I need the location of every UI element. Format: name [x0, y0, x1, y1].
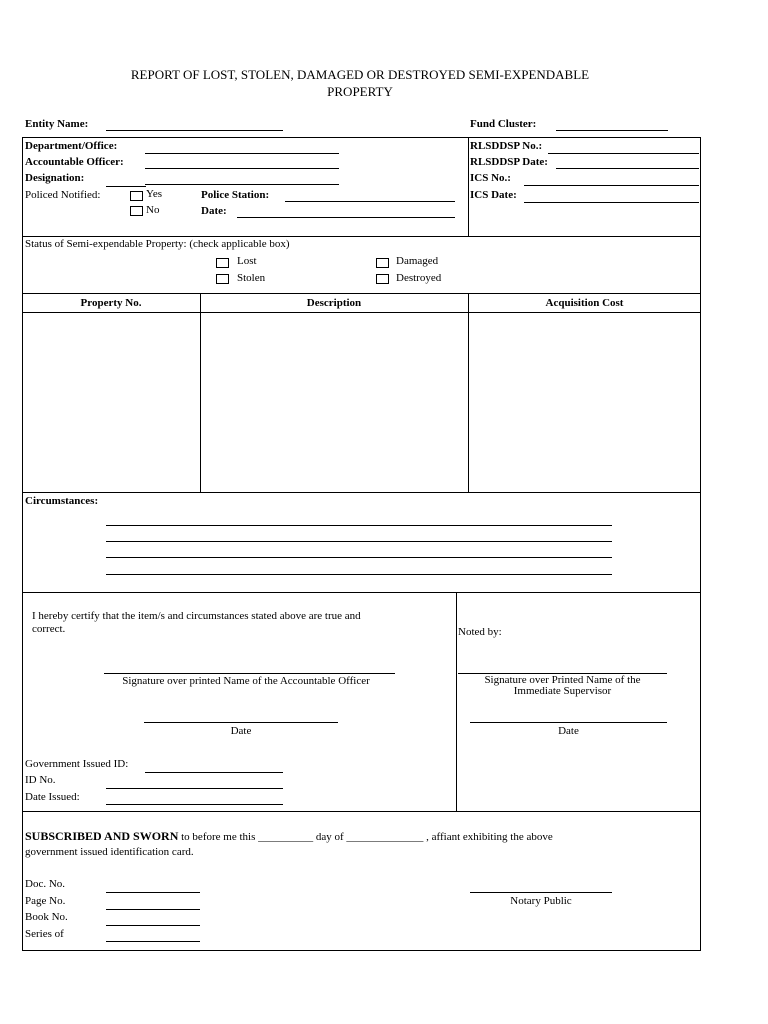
- table-cell-description[interactable]: [201, 313, 467, 491]
- fund-cluster-label: Fund Cluster:: [470, 118, 537, 130]
- notary-public-caption: Notary Public: [510, 895, 572, 907]
- department-label: Department/Office:: [25, 140, 118, 152]
- id-no-field[interactable]: [106, 788, 283, 789]
- status-label: Status of Semi-expendable Property: (check applicable box): [25, 238, 290, 250]
- status-lost-label: Lost: [237, 255, 257, 267]
- rlsddsp-no-field[interactable]: [548, 153, 699, 154]
- table-header-property-no: Property No.: [80, 297, 142, 309]
- police-station-label: Police Station:: [201, 189, 270, 201]
- circumstances-label: Circumstances:: [25, 495, 99, 507]
- series-of-field[interactable]: [106, 941, 200, 942]
- officer-date-field[interactable]: [144, 722, 338, 723]
- certify-text-line1: I hereby certify that the item/s and circumstances stated above are true and: [32, 610, 361, 622]
- divider-status-table: [22, 293, 701, 294]
- ics-date-label: ICS Date:: [470, 189, 517, 201]
- status-destroyed-checkbox[interactable]: [376, 274, 389, 284]
- book-no-label: Book No.: [25, 911, 68, 923]
- police-date-field[interactable]: [237, 217, 455, 218]
- accountable-officer-field[interactable]: [145, 168, 339, 169]
- page-no-label: Page No.: [25, 895, 66, 907]
- series-of-label: Series of: [25, 928, 64, 940]
- rlsddsp-date-field[interactable]: [556, 168, 699, 169]
- table-header-description: Description: [306, 297, 362, 309]
- sworn-text-line2: government issued identification card.: [25, 846, 194, 858]
- sworn-text-p3: , affiant exhibiting the above: [423, 831, 553, 843]
- status-damaged-label: Damaged: [396, 255, 439, 267]
- book-no-field[interactable]: [106, 925, 200, 926]
- page-no-field[interactable]: [106, 909, 200, 910]
- police-notified-no-checkbox[interactable]: [130, 206, 143, 216]
- ics-date-field[interactable]: [524, 202, 699, 203]
- sworn-statement: [25, 829, 553, 844]
- officer-date-caption: Date: [230, 725, 252, 737]
- ics-no-field[interactable]: [524, 185, 699, 186]
- sworn-text-p1: to before me this: [178, 831, 259, 843]
- circumstances-line-1[interactable]: [106, 525, 612, 526]
- status-stolen-checkbox[interactable]: [216, 274, 229, 284]
- date-issued-label: Date Issued:: [25, 791, 80, 803]
- ics-no-label: ICS No.:: [470, 172, 511, 184]
- police-notified-no-label: No: [146, 204, 160, 216]
- accountable-officer-label: Accountable Officer:: [25, 156, 124, 168]
- table-cell-property-no[interactable]: [23, 313, 199, 491]
- police-station-field[interactable]: [285, 201, 455, 202]
- circumstances-line-4[interactable]: [106, 574, 612, 575]
- police-date-label: Date:: [201, 205, 227, 217]
- certify-text-line2: correct.: [32, 623, 66, 635]
- status-damaged-checkbox[interactable]: [376, 258, 389, 268]
- officer-signature-field[interactable]: [104, 673, 395, 674]
- circumstances-line-3[interactable]: [106, 557, 612, 558]
- divider-table-circumstances: [22, 492, 701, 493]
- entity-name-label: Entity Name:: [25, 118, 89, 130]
- police-notified-line: [106, 186, 146, 187]
- supervisor-date-field[interactable]: [470, 722, 667, 723]
- supervisor-caption-line1: Signature over Printed Name of the: [484, 674, 641, 686]
- sworn-day-blank[interactable]: __________: [258, 831, 314, 843]
- table-cell-acquisition-cost[interactable]: [469, 313, 700, 491]
- status-lost-checkbox[interactable]: [216, 258, 229, 268]
- department-field[interactable]: [145, 153, 339, 154]
- divider-certify-sworn: [22, 811, 701, 812]
- police-notified-yes-checkbox[interactable]: [130, 191, 143, 201]
- form-title-line1: REPORT OF LOST, STOLEN, DAMAGED OR DESTROYED SEMI-EXPENDABLE: [130, 67, 590, 82]
- divider-circumstances-certify: [22, 592, 701, 593]
- gov-id-label: Government Issued ID:: [25, 758, 129, 770]
- supervisor-date-caption: Date: [558, 725, 579, 737]
- rlsddsp-no-label: RLSDDSP No.:: [470, 140, 543, 152]
- rlsddsp-date-label: RLSDDSP Date:: [470, 156, 548, 168]
- divider-info-status: [22, 236, 701, 237]
- notary-signature-field[interactable]: [470, 892, 612, 893]
- divider-certify-vertical: [456, 592, 457, 811]
- sworn-text-p2: day of: [313, 831, 347, 843]
- doc-no-label: Doc. No.: [25, 878, 66, 890]
- status-stolen-label: Stolen: [237, 272, 266, 284]
- supervisor-caption-line2: Immediate Supervisor: [513, 685, 612, 697]
- doc-no-field[interactable]: [106, 892, 200, 893]
- status-destroyed-label: Destroyed: [396, 272, 442, 284]
- police-notified-yes-label: Yes: [146, 188, 163, 200]
- entity-name-field[interactable]: [106, 130, 283, 131]
- date-issued-field[interactable]: [106, 804, 283, 805]
- designation-field[interactable]: [145, 184, 339, 185]
- police-notified-label: Policed Notified:: [25, 189, 101, 201]
- designation-label: Designation:: [25, 172, 85, 184]
- form-title-line2: PROPERTY: [327, 84, 393, 99]
- table-header-acquisition-cost: Acquisition Cost: [545, 297, 624, 309]
- noted-by-label: Noted by:: [458, 626, 502, 638]
- officer-signature-caption: Signature over printed Name of the Accountable Officer: [122, 675, 370, 687]
- gov-id-field[interactable]: [145, 772, 283, 773]
- sworn-month-blank[interactable]: ______________: [346, 831, 424, 843]
- circumstances-line-2[interactable]: [106, 541, 612, 542]
- divider-info-vertical: [468, 137, 469, 236]
- fund-cluster-field[interactable]: [556, 130, 668, 131]
- id-no-label: ID No.: [25, 774, 56, 786]
- sworn-bold-text: SUBSCRIBED AND SWORN: [25, 829, 179, 843]
